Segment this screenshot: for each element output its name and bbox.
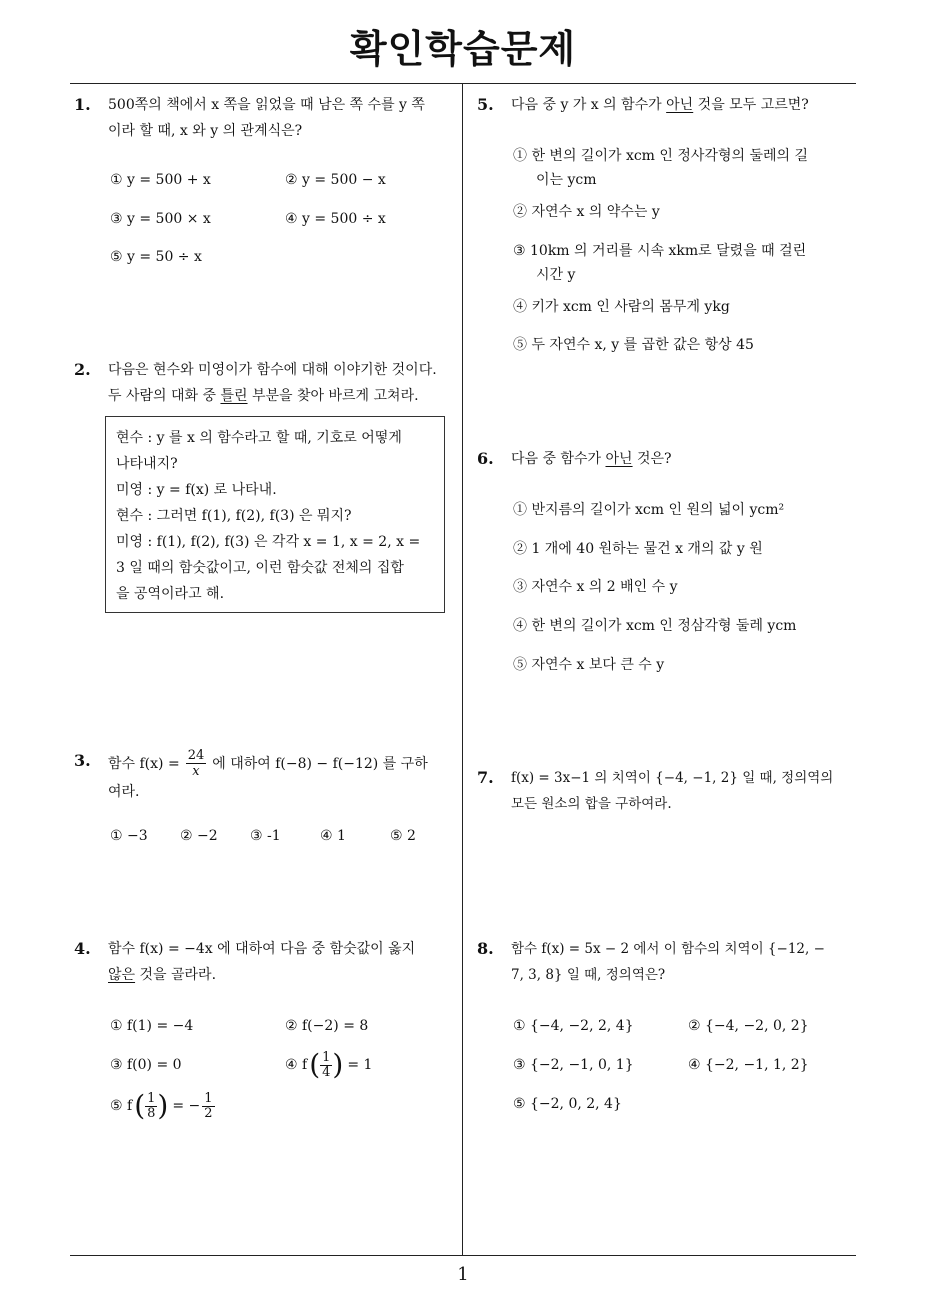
dialogue-line: 3 일 때의 함숫값이고, 이런 함숫값 전체의 집합 bbox=[116, 560, 404, 576]
question-number: 6. bbox=[477, 449, 494, 468]
option-5[interactable]: ⑤ 두 자연수 x, y 를 곱한 값은 항상 45 bbox=[513, 337, 754, 353]
underlined-word: 아닌 bbox=[605, 451, 633, 467]
question-text: 다음 중 y 가 x 의 함수가 아닌 것을 모두 고르면? bbox=[511, 97, 809, 113]
option-5[interactable]: ⑤ 2 bbox=[390, 828, 416, 844]
question-4 bbox=[74, 936, 460, 988]
dialogue-line: 을 공역이라고 해. bbox=[116, 586, 225, 602]
option-2[interactable]: ② 1 개에 40 원하는 물건 x 개의 값 y 원 bbox=[513, 541, 763, 557]
option-2[interactable]: ② y = 500 − x bbox=[285, 172, 386, 188]
option-5[interactable]: ⑤ f ( 1 8 ) = − $\frac{1}{2}$ bbox=[110, 1089, 213, 1122]
question-number: 7. bbox=[477, 768, 494, 787]
question-7 bbox=[477, 765, 862, 817]
option-1[interactable]: ① f(1) = −4 bbox=[110, 1018, 194, 1034]
bottom-rule bbox=[70, 1255, 856, 1256]
question-text: 다음 중 함수가 아닌 것은? bbox=[511, 451, 672, 467]
question-text: 함수 f(x) = $\frac{24}{x}$ 에 대하여 f(−8) − f(−12) 를 구하 여라. bbox=[108, 748, 428, 800]
option-3[interactable]: ③ {−2, −1, 0, 1} bbox=[513, 1057, 634, 1073]
option-2[interactable]: ② {−4, −2, 0, 2} bbox=[688, 1018, 809, 1034]
option-2[interactable]: ② 자연수 x 의 약수는 y bbox=[513, 204, 660, 220]
question-text: 다음은 현수와 미영이가 함수에 대해 이야기한 것이다. 두 사람의 대화 중 틀린 부분을 찾아 바르게 고쳐라. bbox=[108, 362, 437, 404]
underlined-word: 않은 bbox=[108, 967, 136, 983]
dialogue-line: 미영 : f(1), f(2), f(3) 은 각각 x = 1, x = 2, x = bbox=[116, 534, 421, 550]
option-2[interactable]: ② −2 bbox=[180, 828, 218, 844]
underlined-word: 틀린 bbox=[220, 388, 248, 404]
option-2[interactable]: ② f(−2) = 8 bbox=[285, 1018, 369, 1034]
question-8 bbox=[477, 936, 862, 988]
dialogue-line: 현수 : y 를 x 의 함수라고 할 때, 기호로 어떻게 bbox=[116, 430, 402, 446]
option-1[interactable]: ① 한 변의 길이가 xcm 인 정사각형의 둘레의 길 이는 ycm bbox=[513, 148, 808, 188]
option-4[interactable]: ④ 한 변의 길이가 xcm 인 정삼각형 둘레 ycm bbox=[513, 618, 797, 634]
dialogue-line: 현수 : 그러면 f(1), f(2), f(3) 은 뭐지? bbox=[116, 508, 352, 524]
question-2 bbox=[74, 357, 460, 409]
question-number: 4. bbox=[74, 939, 91, 958]
question-number: 2. bbox=[74, 360, 91, 379]
question-6 bbox=[477, 446, 857, 472]
option-5[interactable]: ⑤ y = 50 ÷ x bbox=[110, 249, 202, 265]
dialogue-line: 나타내지? bbox=[116, 456, 178, 472]
dialogue-box bbox=[105, 416, 445, 613]
underlined-word: 아닌 bbox=[666, 97, 694, 113]
column-divider bbox=[462, 84, 463, 1256]
question-number: 8. bbox=[477, 939, 494, 958]
fraction: $\frac{24}{x}$ bbox=[187, 748, 205, 779]
question-number: 1. bbox=[74, 95, 91, 114]
question-text: 함수 f(x) = −4x 에 대하여 다음 중 함숫값이 옳지 않은 것을 골라라. bbox=[108, 941, 416, 983]
option-1[interactable]: ① {−4, −2, 2, 4} bbox=[513, 1018, 634, 1034]
fraction: 1 4 bbox=[322, 1049, 331, 1080]
option-4[interactable]: ④ 키가 xcm 인 사람의 몸무게 ykg bbox=[513, 299, 730, 315]
page-number: 1 bbox=[457, 1264, 469, 1285]
option-4[interactable]: ④ 1 bbox=[320, 828, 346, 844]
page-title: 확인학습문제 bbox=[349, 27, 577, 71]
top-rule bbox=[70, 83, 856, 84]
option-4[interactable]: ④ y = 500 ÷ x bbox=[285, 211, 386, 227]
option-1[interactable]: ① 반지름의 길이가 xcm 인 원의 넓이 ycm² bbox=[513, 502, 785, 518]
question-text: f(x) = 3x−1 의 치역이 {−4, −1, 2} 일 때, 정의역의 모든 원소의 합을 구하여라. bbox=[511, 770, 834, 812]
option-4[interactable]: ④ {−2, −1, 1, 2} bbox=[688, 1057, 809, 1073]
question-1 bbox=[74, 92, 460, 144]
question-number: 5. bbox=[477, 95, 494, 114]
option-3[interactable]: ③ -1 bbox=[250, 828, 281, 844]
fraction: 1 8 bbox=[147, 1090, 156, 1121]
fraction: $\frac{1}{2}$ bbox=[204, 1090, 213, 1121]
option-3[interactable]: ③ 자연수 x 의 2 배인 수 y bbox=[513, 579, 678, 595]
question-3 bbox=[74, 748, 460, 805]
option-3[interactable]: ③ y = 500 × x bbox=[110, 211, 211, 227]
question-number: 3. bbox=[74, 751, 91, 770]
option-1[interactable]: ① y = 500 + x bbox=[110, 172, 211, 188]
option-3[interactable]: ③ f(0) = 0 bbox=[110, 1057, 182, 1073]
dialogue-line: 미영 : y = f(x) 로 나타내. bbox=[116, 482, 277, 498]
option-5[interactable]: ⑤ 자연수 x 보다 큰 수 y bbox=[513, 657, 665, 673]
option-4[interactable]: ④ f ( 1 4 ) = 1 bbox=[285, 1048, 373, 1081]
question-text: 함수 f(x) = 5x − 2 에서 이 함수의 치역이 {−12, − 7, 3, 8} 일 때, 정의역은? bbox=[511, 941, 825, 983]
option-3[interactable]: ③ 10km 의 거리를 시속 xkm로 달렸을 때 걸린 시간 y bbox=[513, 243, 807, 283]
question-5 bbox=[477, 92, 857, 118]
option-5[interactable]: ⑤ {−2, 0, 2, 4} bbox=[513, 1096, 622, 1112]
option-1[interactable]: ① −3 bbox=[110, 828, 148, 844]
question-text: 500쪽의 책에서 x 쪽을 읽었을 때 남은 쪽 수를 y 쪽 이라 할 때, x 와 y 의 관계식은? bbox=[108, 97, 425, 139]
